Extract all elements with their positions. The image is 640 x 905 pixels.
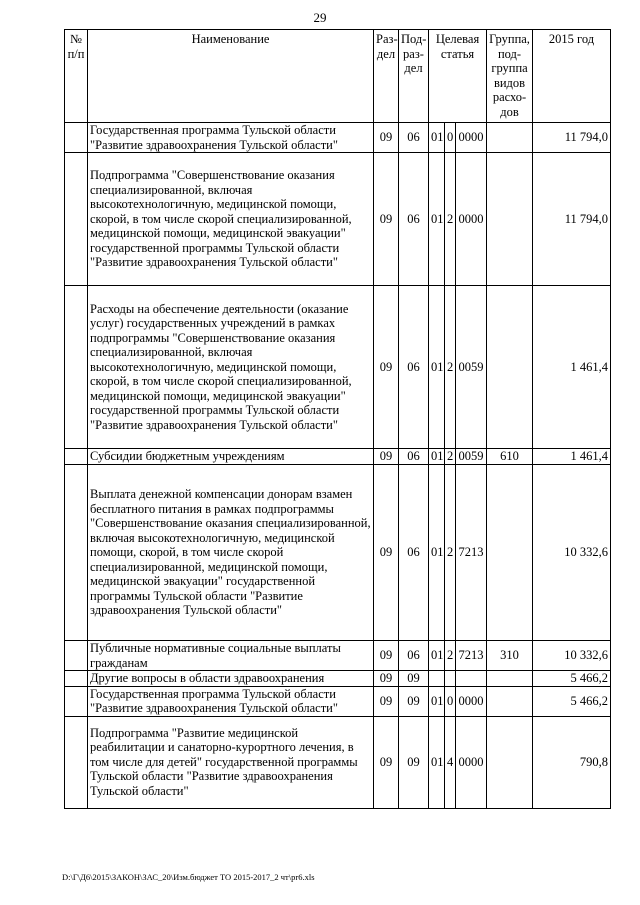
table-row bbox=[65, 153, 611, 286]
row-razdel: 09 bbox=[374, 686, 399, 716]
row-podrazdel: 09 bbox=[399, 716, 429, 808]
row-target-subprogram: 4 bbox=[445, 716, 456, 808]
row-target-direction: 0059 bbox=[456, 449, 487, 465]
row-group bbox=[487, 671, 533, 687]
row-group bbox=[487, 123, 533, 153]
row-amount: 5 466,2 bbox=[533, 686, 611, 716]
row-podrazdel: 06 bbox=[399, 153, 429, 286]
budget-table bbox=[64, 29, 611, 809]
row-podrazdel: 09 bbox=[399, 671, 429, 687]
table-header-row bbox=[65, 30, 611, 123]
row-target-direction: 0000 bbox=[456, 716, 487, 808]
header-group: Группа, под- группа видов расхо- дов bbox=[487, 30, 533, 123]
row-amount: 1 461,4 bbox=[533, 449, 611, 465]
row-num bbox=[65, 286, 88, 449]
row-group bbox=[487, 286, 533, 449]
row-target-subprogram: 2 bbox=[445, 449, 456, 465]
row-amount: 10 332,6 bbox=[533, 641, 611, 671]
row-razdel: 09 bbox=[374, 449, 399, 465]
row-target-program: 01 bbox=[429, 123, 445, 153]
row-num bbox=[65, 716, 88, 808]
row-group: 610 bbox=[487, 449, 533, 465]
header-target-article: Целевая статья bbox=[429, 30, 487, 123]
row-target-program: 01 bbox=[429, 465, 445, 641]
table-row bbox=[65, 286, 611, 449]
header-razdel: Раз- дел bbox=[374, 30, 399, 123]
row-target-program: 01 bbox=[429, 716, 445, 808]
row-group bbox=[487, 716, 533, 808]
table-row bbox=[65, 465, 611, 641]
row-amount: 1 461,4 bbox=[533, 286, 611, 449]
row-name: Государственная программа Тульской области "Развитие здравоохранения Тульской области" bbox=[88, 123, 374, 153]
row-razdel: 09 bbox=[374, 123, 399, 153]
row-group bbox=[487, 686, 533, 716]
row-target-direction: 0000 bbox=[456, 686, 487, 716]
page-number: 29 bbox=[313, 10, 327, 25]
row-name: Подпрограмма "Совершенствование оказания специализированной, включая высокотехнологичную, медицинской помощи, скорой, в том числе скорой специализированной, медицинской помощи, медицинской эвакуации" государственной программы Тульской области "Развитие здравоохранения Тульской области" bbox=[88, 153, 374, 286]
row-podrazdel: 06 bbox=[399, 641, 429, 671]
row-num bbox=[65, 686, 88, 716]
row-target-direction: 7213 bbox=[456, 465, 487, 641]
row-group: 310 bbox=[487, 641, 533, 671]
row-amount: 11 794,0 bbox=[533, 153, 611, 286]
row-name: Другие вопросы в области здравоохранения bbox=[88, 671, 374, 687]
header-num: № п/п bbox=[65, 30, 88, 123]
row-amount: 10 332,6 bbox=[533, 465, 611, 641]
row-razdel: 09 bbox=[374, 153, 399, 286]
row-name: Субсидии бюджетным учреждениям bbox=[88, 449, 374, 465]
row-num bbox=[65, 641, 88, 671]
row-target-direction bbox=[456, 671, 487, 687]
file-path-footer: D:\Г\Д6\2015\ЗАКОН\ЗАС_20\Изм.бюджет ТО 2015-2017_2 чт\pr6.xls bbox=[62, 872, 315, 882]
row-amount: 11 794,0 bbox=[533, 123, 611, 153]
header-year: 2015 год bbox=[533, 30, 611, 123]
row-name: Выплата денежной компенсации донорам взамен бесплатного питания в рамках подпрограммы "Совершенствование оказания специализированной, включая высокотехнологичную, медицинской помощи, скорой, в том числе скорой специализированной, медицинской помощи, медицинской эвакуации" государственной программы Тульской области "Развитие здравоохранения Тульской области" bbox=[88, 465, 374, 641]
row-target-subprogram: 2 bbox=[445, 286, 456, 449]
row-target-direction: 7213 bbox=[456, 641, 487, 671]
row-target-program bbox=[429, 671, 445, 687]
row-group bbox=[487, 465, 533, 641]
row-amount: 5 466,2 bbox=[533, 671, 611, 687]
header-name: Наименование bbox=[88, 30, 374, 123]
row-name: Расходы на обеспечение деятельности (оказание услуг) государственных учреждений в рамках подпрограммы "Совершенствование оказания специализированной, включая высокотехнологичную, медицинской помощи, скорой, в том числе скорой специализированной, медицинской помощи, медицинской эвакуации" государственной программы Тульской области "Развитие здравоохранения Тульской области" bbox=[88, 286, 374, 449]
row-razdel: 09 bbox=[374, 716, 399, 808]
row-razdel: 09 bbox=[374, 671, 399, 687]
row-target-program: 01 bbox=[429, 153, 445, 286]
table-row bbox=[65, 716, 611, 808]
row-target-direction: 0059 bbox=[456, 286, 487, 449]
row-target-direction: 0000 bbox=[456, 153, 487, 286]
row-podrazdel: 06 bbox=[399, 286, 429, 449]
table-row bbox=[65, 671, 611, 687]
row-podrazdel: 06 bbox=[399, 449, 429, 465]
row-amount: 790,8 bbox=[533, 716, 611, 808]
table-row bbox=[65, 123, 611, 153]
row-target-subprogram bbox=[445, 671, 456, 687]
header-podrazdel: Под- раз- дел bbox=[399, 30, 429, 123]
row-razdel: 09 bbox=[374, 465, 399, 641]
table-row bbox=[65, 686, 611, 716]
row-target-direction: 0000 bbox=[456, 123, 487, 153]
row-num bbox=[65, 671, 88, 687]
row-razdel: 09 bbox=[374, 286, 399, 449]
row-podrazdel: 09 bbox=[399, 686, 429, 716]
row-num bbox=[65, 123, 88, 153]
row-razdel: 09 bbox=[374, 641, 399, 671]
row-target-subprogram: 2 bbox=[445, 153, 456, 286]
row-target-subprogram: 0 bbox=[445, 123, 456, 153]
row-name: Государственная программа Тульской области "Развитие здравоохранения Тульской области" bbox=[88, 686, 374, 716]
row-group bbox=[487, 153, 533, 286]
row-target-program: 01 bbox=[429, 286, 445, 449]
row-target-program: 01 bbox=[429, 686, 445, 716]
row-num bbox=[65, 465, 88, 641]
table-row bbox=[65, 641, 611, 671]
row-name: Публичные нормативные социальные выплаты гражданам bbox=[88, 641, 374, 671]
row-target-subprogram: 0 bbox=[445, 686, 456, 716]
row-num bbox=[65, 449, 88, 465]
table-row bbox=[65, 449, 611, 465]
row-num bbox=[65, 153, 88, 286]
row-name: Подпрограмма "Развитие медицинской реабилитации и санаторно-курортного лечения, в том числе для детей" государственной программы Тульской области "Развитие здравоохранения Тульской области" bbox=[88, 716, 374, 808]
row-target-program: 01 bbox=[429, 641, 445, 671]
row-target-program: 01 bbox=[429, 449, 445, 465]
row-podrazdel: 06 bbox=[399, 123, 429, 153]
row-target-subprogram: 2 bbox=[445, 465, 456, 641]
row-target-subprogram: 2 bbox=[445, 641, 456, 671]
row-podrazdel: 06 bbox=[399, 465, 429, 641]
